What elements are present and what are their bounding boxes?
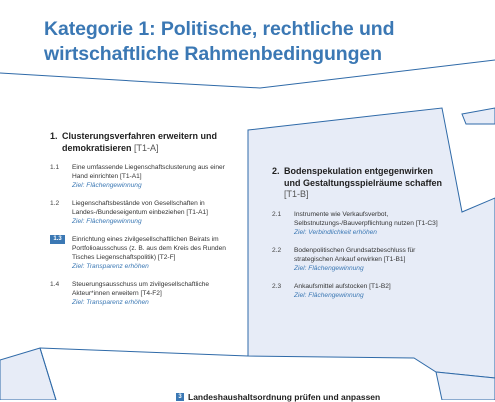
list-item bbox=[50, 280, 235, 307]
item-goal: Ziel: Flächengewinnung bbox=[72, 182, 142, 189]
section-3-title: Landeshaushaltsordnung prüfen und anpassen bbox=[188, 392, 381, 402]
item-text: Bodenpolitischen Grundsatzbeschluss für strategischen Ankauf erwirken [T1-B1] bbox=[294, 246, 416, 263]
item-text: Steuerungsausschuss um zivilgesellschaftliche Akteur*innen erweitern [T4-F2] bbox=[72, 281, 210, 297]
panel-2-heading bbox=[272, 166, 450, 201]
item-text: Liegenschaftsbestände von Gesellschaften in Landes-/Bundeseigentum einbeziehen [T1-A1] bbox=[72, 200, 208, 216]
list-item bbox=[272, 210, 450, 237]
item-goal: Ziel: Transparenz erhöhen bbox=[72, 299, 149, 306]
item-text: Eine umfassende Liegenschaftsclusterung aus einer Hand einrichten [T1-A1] bbox=[72, 164, 225, 180]
item-text: Ankaufsmittel aufstocken [T1-B2] bbox=[294, 282, 391, 290]
page-title: Kategorie 1: Politische, rechtliche und wirtschaftliche Rahmenbedingungen bbox=[44, 18, 395, 65]
item-goal: Ziel: Flächengewinnung bbox=[294, 291, 364, 299]
panel-1-title: Clusterungsverfahren erweitern und demokratisieren bbox=[62, 131, 218, 153]
panel-1-number: 1. bbox=[50, 131, 58, 141]
section-3-heading bbox=[176, 392, 380, 402]
item-goal: Ziel: Flächengewinnung bbox=[72, 218, 142, 225]
list-item bbox=[272, 246, 450, 273]
item-goal: Ziel: Verbindlichkeit erhöhen bbox=[294, 228, 377, 236]
item-text: Einrichtung eines zivilgesellschaftlichen Beirats im Portfolioausschuss (z. B. aus dem Kreis des Runden Tisches Liegenschaftspolitik) [T2-F] bbox=[72, 236, 226, 261]
item-number: 1.2 bbox=[50, 200, 60, 207]
panel-2-code: [T1-B] bbox=[284, 189, 309, 199]
panel-2-title: Bodenspekulation entgegenwirken und Gestaltungsspielräume schaffen bbox=[284, 166, 443, 188]
list-item bbox=[272, 282, 450, 300]
panel-1-code: [T1-A] bbox=[134, 142, 159, 153]
boundary-line-b bbox=[40, 348, 248, 356]
item-number: 2.1 bbox=[272, 210, 282, 218]
section-3-number: 3 bbox=[176, 393, 184, 401]
item-number: 1.4 bbox=[50, 281, 60, 288]
panel-2 bbox=[272, 166, 450, 300]
item-text: Instrumente wie Verkaufsverbot, Selbstnutzungs-/Bauverpflichtung nutzen [T1-C3] bbox=[294, 210, 438, 227]
item-number: 1.1 bbox=[50, 164, 60, 171]
panel-1-heading bbox=[50, 131, 235, 154]
panel-1 bbox=[50, 131, 235, 307]
panel-2-number: 2. bbox=[272, 166, 280, 176]
item-number: 2.3 bbox=[272, 282, 282, 290]
list-item bbox=[50, 199, 235, 226]
item-goal: Ziel: Flächengewinnung bbox=[294, 264, 364, 272]
item-goal: Ziel: Transparenz erhöhen bbox=[72, 263, 149, 270]
item-number: 2.2 bbox=[272, 246, 282, 254]
list-item bbox=[50, 163, 235, 190]
item-number-highlight: 1.3 bbox=[50, 235, 65, 244]
list-item bbox=[50, 235, 235, 271]
right-edge-shape bbox=[462, 108, 495, 124]
